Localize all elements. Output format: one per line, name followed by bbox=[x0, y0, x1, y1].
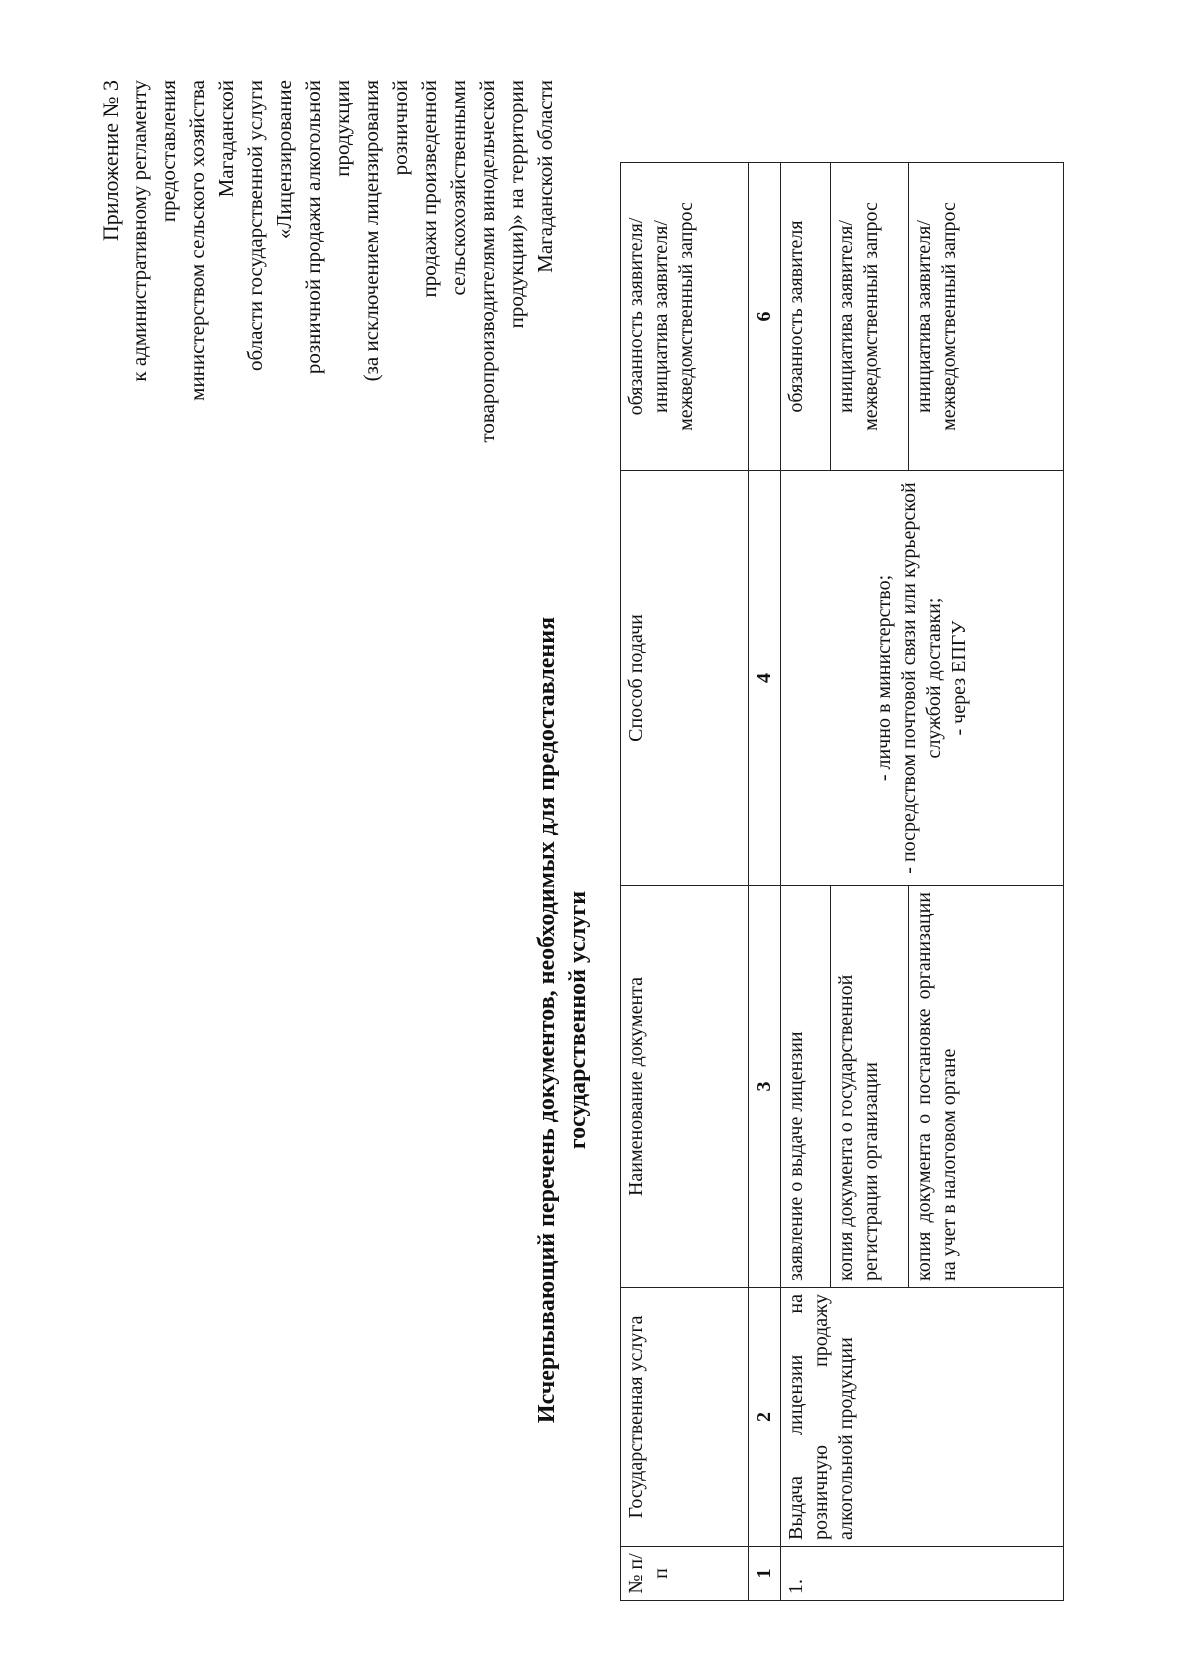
appendix-line: (за исключением лицензирования розничной bbox=[359, 80, 412, 382]
table-header-row bbox=[621, 163, 749, 1601]
column-number: 2 bbox=[749, 1288, 781, 1547]
appendix-line: министерством сельского хозяйства Магаданской bbox=[185, 80, 238, 401]
method-item: - посредством почтовой связи или курьерской службой доставки; bbox=[898, 482, 945, 874]
row-number: 1. bbox=[781, 1547, 1064, 1601]
obligation-cell: инициатива заявителя/межведомственный запрос bbox=[909, 163, 1064, 471]
document-title bbox=[532, 470, 594, 1570]
document-name: копия документа о государственной регистрации организации bbox=[831, 886, 909, 1288]
header-doc-name: Наименование документа bbox=[621, 886, 749, 1288]
column-number: 4 bbox=[749, 471, 781, 886]
column-number: 6 bbox=[749, 163, 781, 471]
header-num: № п/п bbox=[621, 1547, 749, 1601]
appendix-line: продажи произведенной сельскохозяйственными bbox=[417, 80, 470, 298]
column-number: 1 bbox=[749, 1547, 781, 1601]
header-method: Способ подачи bbox=[621, 471, 749, 886]
document-name: заявление о выдаче лицензии bbox=[781, 886, 831, 1288]
appendix-line: товаропроизводителями винодельческой bbox=[475, 80, 499, 443]
appendix-line: Магаданской области bbox=[533, 80, 557, 273]
header-service: Государственная услуга bbox=[621, 1288, 749, 1547]
appendix-line: к административному регламенту предоставления bbox=[127, 80, 180, 382]
table-row bbox=[781, 163, 831, 1601]
submission-method bbox=[781, 471, 1064, 886]
appendix-line: области государственной услуги «Лицензирование bbox=[243, 80, 296, 372]
appendix-block bbox=[96, 80, 560, 450]
method-item: - через ЕПГУ bbox=[948, 620, 970, 736]
appendix-title: Приложение № 3 bbox=[98, 80, 123, 242]
column-number: 3 bbox=[749, 886, 781, 1288]
document-name: копия документа о постановке организации на учет в налоговом органе bbox=[909, 886, 1064, 1288]
obligation-cell: обязанность заявителя bbox=[781, 163, 831, 471]
obligation-cell: инициатива заявителя/межведомственный запрос bbox=[831, 163, 909, 471]
appendix-line: розничной продажи алкогольной продукции bbox=[301, 80, 354, 375]
service-name: Выдача лицензии на розничную продажу алкогольной продукции bbox=[781, 1288, 1064, 1547]
header-obligation: обязанность заявителя/инициатива заявителя/ межведомственный запрос bbox=[621, 163, 749, 471]
documents-table bbox=[620, 162, 1064, 1601]
method-item: - лично в министерство; bbox=[873, 574, 895, 782]
title-line-2: государственной услуги bbox=[565, 890, 591, 1150]
column-number-row bbox=[749, 163, 781, 1601]
appendix-line: продукции)» на территории bbox=[504, 80, 528, 329]
title-line-1: Исчерпывающий перечень документов, необходимых для предоставления bbox=[534, 616, 560, 1424]
